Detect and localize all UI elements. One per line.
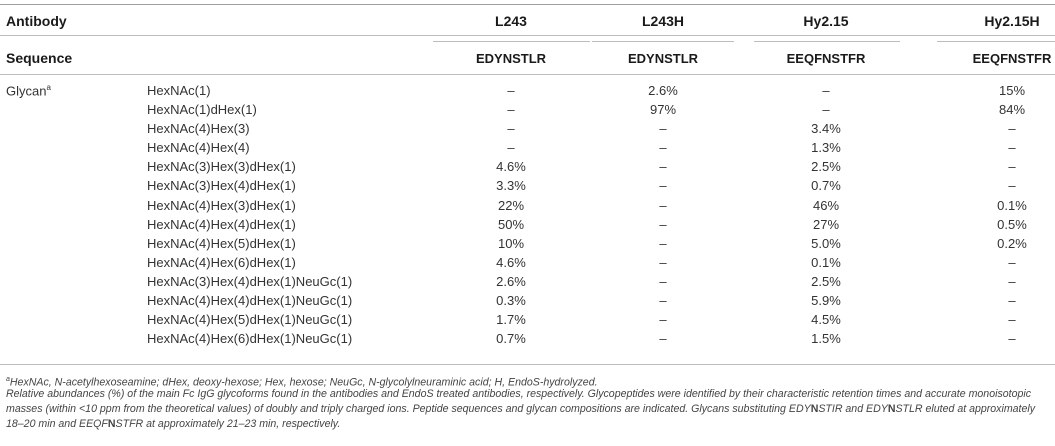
value-hy215: 4.5% bbox=[811, 312, 841, 328]
value-hy215h: – bbox=[1008, 140, 1016, 156]
value-hy215: 2.5% bbox=[811, 273, 841, 289]
glycan-name: HexNAc(3)Hex(4)dHex(1) bbox=[147, 178, 296, 194]
header-rule bbox=[0, 35, 1055, 36]
value-l243h: – bbox=[659, 235, 667, 251]
value-l243: 4.6% bbox=[496, 159, 526, 175]
table-row bbox=[0, 100, 1055, 119]
glycan-name: HexNAc(4)Hex(4)dHex(1) bbox=[147, 216, 296, 232]
table-row bbox=[0, 272, 1055, 291]
value-hy215h: – bbox=[1008, 331, 1016, 347]
value-l243h: – bbox=[659, 140, 667, 156]
value-hy215h: – bbox=[1008, 121, 1016, 137]
table-mid-rule bbox=[0, 74, 1055, 75]
value-hy215: 27% bbox=[812, 216, 840, 232]
value-l243h: – bbox=[659, 293, 667, 309]
value-hy215h: 0.5% bbox=[997, 216, 1027, 232]
value-l243h: – bbox=[659, 254, 667, 270]
value-l243h: – bbox=[659, 197, 667, 213]
seq-hy215: EEQFNSTFR bbox=[786, 51, 866, 66]
value-l243: 0.7% bbox=[496, 331, 526, 347]
value-l243h: – bbox=[659, 216, 667, 232]
value-hy215h: – bbox=[1008, 312, 1016, 328]
value-l243: – bbox=[507, 140, 515, 156]
glycan-name: HexNAc(3)Hex(3)dHex(1) bbox=[147, 159, 296, 175]
glycan-name: HexNAc(4)Hex(3) bbox=[147, 121, 250, 137]
seq-rule-hy215 bbox=[754, 41, 900, 42]
glycan-name: HexNAc(4)Hex(3)dHex(1) bbox=[147, 197, 296, 213]
table-row bbox=[0, 234, 1055, 253]
table-row bbox=[0, 119, 1055, 138]
value-hy215: – bbox=[822, 102, 830, 118]
glycan-name: HexNAc(1) bbox=[147, 83, 211, 98]
value-hy215h: 0.2% bbox=[997, 235, 1027, 251]
table-bottom-rule bbox=[0, 364, 1055, 365]
value-hy215: 1.3% bbox=[811, 140, 841, 156]
table-row bbox=[0, 138, 1055, 157]
table-row bbox=[0, 310, 1055, 329]
table-row bbox=[0, 196, 1055, 215]
seq-hy215h: EEQFNSTFR bbox=[972, 51, 1052, 66]
value-hy215h: – bbox=[1008, 273, 1016, 289]
value-l243: – bbox=[507, 121, 515, 137]
value-l243: 1.7% bbox=[496, 312, 526, 328]
value-l243: 10% bbox=[497, 235, 525, 251]
value-l243: 3.3% bbox=[496, 178, 526, 194]
value-hy215: 1.5% bbox=[811, 331, 841, 347]
glycan-label-sup: a bbox=[46, 83, 51, 92]
glycan-label-text: Glycan bbox=[6, 83, 47, 99]
seq-rule-l243h bbox=[592, 41, 734, 42]
value-l243h: – bbox=[659, 178, 667, 194]
value-l243: – bbox=[507, 102, 515, 118]
table-row bbox=[0, 329, 1055, 348]
col-header-l243: L243 bbox=[495, 13, 527, 29]
value-l243: 4.6% bbox=[496, 254, 526, 270]
value-l243: – bbox=[507, 83, 515, 98]
glycan-name: HexNAc(4)Hex(4)dHex(1)NeuGc(1) bbox=[147, 293, 353, 309]
value-l243h: – bbox=[659, 273, 667, 289]
table-row bbox=[0, 291, 1055, 310]
footnote-description bbox=[6, 387, 1051, 432]
value-l243: 50% bbox=[497, 216, 525, 232]
table-row bbox=[0, 81, 1055, 100]
value-hy215h: – bbox=[1008, 254, 1016, 270]
value-l243h: – bbox=[659, 159, 667, 175]
glycan-name: HexNAc(4)Hex(6)dHex(1) bbox=[147, 254, 296, 270]
value-hy215h: – bbox=[1008, 178, 1016, 194]
value-hy215: – bbox=[822, 83, 830, 98]
value-hy215h: 0.1% bbox=[997, 197, 1027, 213]
table-row bbox=[0, 157, 1055, 176]
seq-rule-l243 bbox=[433, 41, 590, 42]
col-header-hy215: Hy2.15 bbox=[803, 13, 849, 29]
value-hy215h: – bbox=[1008, 293, 1016, 309]
value-l243h: – bbox=[659, 312, 667, 328]
footnote-desc-text: Relative abundances (%) of the main Fc IgG glycoforms found in the antibodies and EndoS treated antibodies, respectively. Glycopeptides were identified by their characteristic retention times and accurate monoisotopic masses (within <10 ppm from the theoretical values) of doubly and triply charged ions. Peptide sequences and glycan compositions are indicated. Glycans substituting EDYNSTIR and EDYNSTLR eluted at approximately 18–20 min and EEQFNSTFR at approximately 21–23 min, respectively. bbox=[6, 388, 1036, 430]
table-row bbox=[0, 253, 1055, 272]
col-header-hy215h: Hy2.15H bbox=[984, 13, 1040, 29]
value-hy215: 5.0% bbox=[811, 235, 841, 251]
value-l243h: 2.6% bbox=[648, 83, 678, 98]
glycan-name: HexNAc(1)dHex(1) bbox=[147, 102, 257, 118]
value-hy215h: 15% bbox=[998, 83, 1026, 98]
seq-rule-hy215h bbox=[937, 41, 1055, 42]
value-hy215: 0.1% bbox=[811, 254, 841, 270]
col-header-l243h: L243H bbox=[641, 13, 685, 29]
value-l243h: – bbox=[659, 331, 667, 347]
table-row bbox=[0, 215, 1055, 234]
sequence-header: Sequence bbox=[6, 50, 73, 66]
footnote-sup: a bbox=[6, 376, 10, 383]
glycan-name: HexNAc(3)Hex(4)dHex(1)NeuGc(1) bbox=[147, 273, 353, 289]
value-hy215: 46% bbox=[812, 197, 840, 213]
value-hy215: 0.7% bbox=[811, 178, 841, 194]
value-l243: 2.6% bbox=[496, 273, 526, 289]
value-l243h: 97% bbox=[649, 102, 677, 118]
value-l243: 0.3% bbox=[496, 293, 526, 309]
glycan-table-body bbox=[0, 81, 1055, 348]
seq-l243h: EDYNSTLR bbox=[627, 51, 699, 66]
glycan-name: HexNAc(4)Hex(5)dHex(1) bbox=[147, 235, 296, 251]
value-l243: 22% bbox=[497, 197, 525, 213]
glycan-name: HexNAc(4)Hex(6)dHex(1)NeuGc(1) bbox=[147, 331, 353, 347]
top-rule bbox=[0, 4, 1055, 5]
antibody-header: Antibody bbox=[6, 13, 67, 29]
value-hy215: 2.5% bbox=[811, 159, 841, 175]
value-hy215h: – bbox=[1008, 159, 1016, 175]
value-hy215: 5.9% bbox=[811, 293, 841, 309]
value-hy215h: 84% bbox=[998, 102, 1026, 118]
table-row bbox=[0, 176, 1055, 195]
seq-l243: EDYNSTLR bbox=[475, 51, 547, 66]
glycan-name: HexNAc(4)Hex(5)dHex(1)NeuGc(1) bbox=[147, 312, 353, 328]
value-l243h: – bbox=[659, 121, 667, 137]
value-hy215: 3.4% bbox=[811, 121, 841, 137]
glycan-name: HexNAc(4)Hex(4) bbox=[147, 140, 250, 156]
footnote-abbrev-text: HexNAc, N-acetylhexoseamine; dHex, deoxy-hexose; Hex, hexose; NeuGc, N-glycolylneuraminic acid; H, EndoS-hydrolyzed. bbox=[9, 376, 598, 389]
